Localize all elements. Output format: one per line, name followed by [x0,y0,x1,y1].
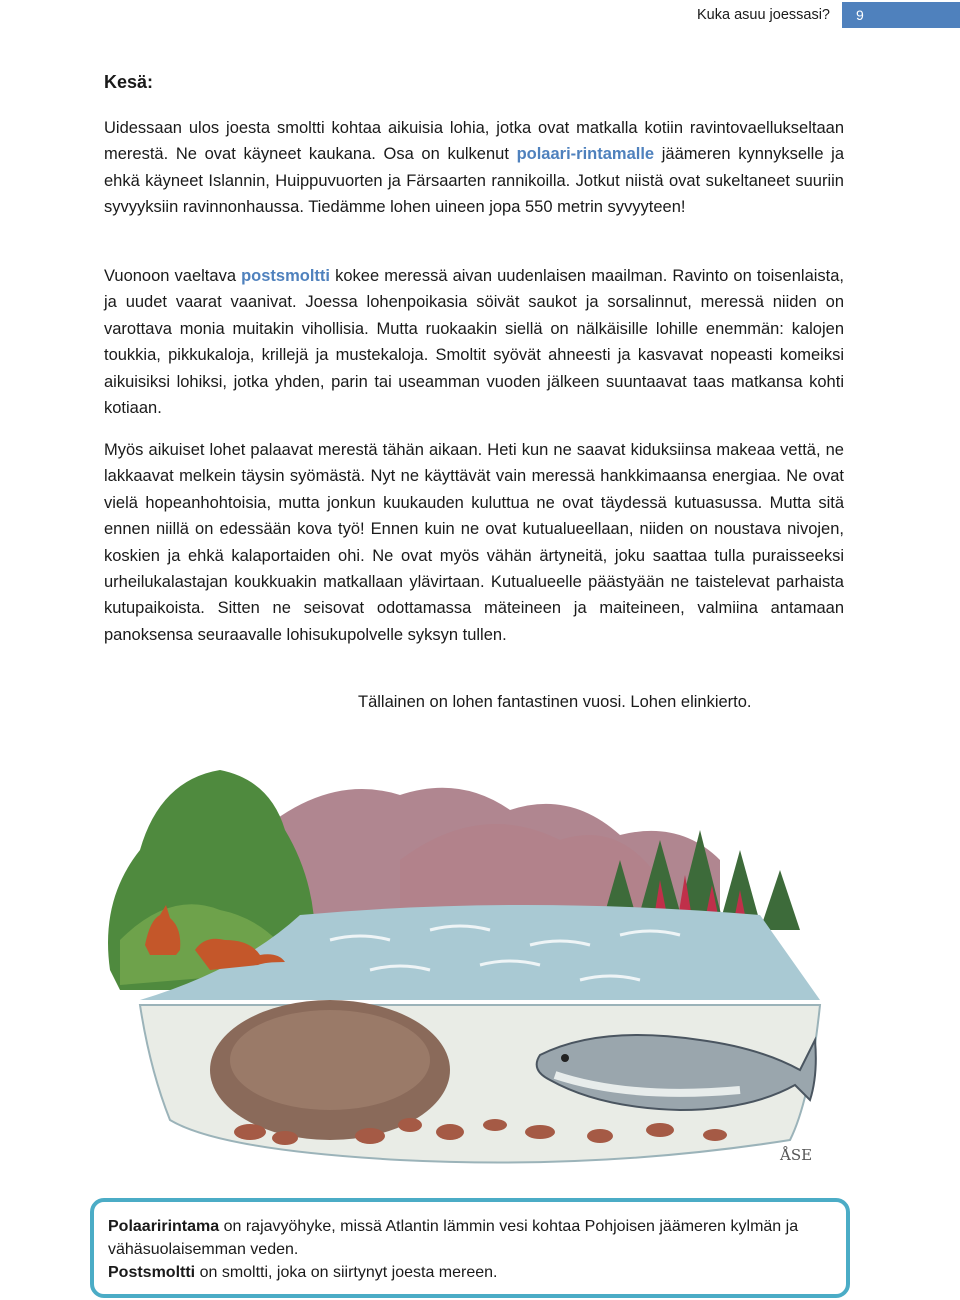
paragraph-1-text-b: jäämeren kynnykselle ja ehkä käyneet Islannin, Huippuvuorten ja Färsaarten rannikoilla. Jotkut niistä ovat sukeltaneet suuriin syvyyksiin ravinnonhaussa. Tiedämme lohen uineen jopa 550 metrin syvyyteen! [104,145,845,217]
glossary-definition: on smoltti, joka on siirtynyt joesta mereen. [195,1264,498,1281]
glossary-term: Polaaririntama [108,1218,220,1235]
page-number: 9 [842,2,960,28]
paragraph-1-text-a: Uidessaan ulos joesta smoltti kohtaa aikuisia lohia, jotka ovat matkalla kotiin ravintovaellukseltaan merestä. Ne ovat käyneet kaukana. Osa on kulkenut [104,119,844,164]
paragraph-1 [104,115,844,221]
page-header [697,0,960,30]
paragraph-2 [104,263,844,421]
paragraph-2-text-b: kokee meressä aivan uudenlaisen maailman. Ravinto on toisenlaista, ja uudet vaarat vaanivat. Joessa lohenpoikasia söivät saukot ja sorsalinnut, meressä niiden on varottava monia muitakin vihollisia. Mutta ruokaakin siellä on nälkäisille lohille enemmän: kalojen toukkia, pikkukaloja, krillejä ja mustekaloja. Smoltit syövät ahneesti ja kasvavat nopeasti komeiksi aikuisiksi lohiksi, jotka yhden, parin tai useamman vuoden jälkeen suuntaavat taas matkansa kohti kotiaan. [104,267,845,418]
glossary-term: Postsmoltti [108,1264,196,1281]
glossary-entry [108,1261,832,1284]
paragraph-3: Myös aikuiset lohet palaavat merestä tähän aikaan. Heti kun ne saavat kiduksiinsa makeaa vettä, ne lakkaavat melkein täysin syömästä. Nyt ne käyttävät vain meressä hankkimaansa energiaa. Ne ovat vielä hopeanhohtoisia, mutta jonkun kuukauden kuluttua ne ovat täydessä kutuasussa. Mutta sitä ennen niillä on edessään kova työ! Ennen kuin ne ovat kutualueellaan, niiden on noustava nivojen, koskien ja ehkä kalaportaiden ohi. Ne ovat myös vähän ärtyneitä, joku saattaa tulla puraisseeksi urheilukalastajan koukkuakin matkallaan ylävirtaan. Kutualueelle päästyään ne taistelevat parhaista kutupaikoista. Sitten ne seisovat odottamassa mäteineen ja maiteineen, valmiina antamaan panoksensa seuraavalle lohisukupolvelle syksyn tullen. [104,441,844,644]
glossary-entry [108,1215,832,1261]
artist-signature: ÅSE [780,1146,813,1164]
boulder [230,1010,430,1110]
figure-caption: Tällainen on lohen fantastinen vuosi. Lohen elinkierto. [358,693,752,711]
paragraph-2-text-a: Vuonoon vaeltava [104,267,242,285]
glossary-definition: on rajavyöhyke, missä Atlantin lämmin vesi kohtaa Pohjoisen jäämeren kylmän ja vähäsuolaisemman veden. [108,1218,799,1258]
header-title: Kuka asuu joessasi? [697,7,830,23]
salmon-river-illustration [100,740,860,1180]
term-highlight-postsmoltti: postsmoltti [241,267,331,285]
glossary-box [90,1198,850,1298]
salmon-eye [561,1054,569,1062]
section-heading: Kesä: [104,72,154,92]
term-highlight-polaaririntama: polaari-rintamalle [516,145,655,164]
